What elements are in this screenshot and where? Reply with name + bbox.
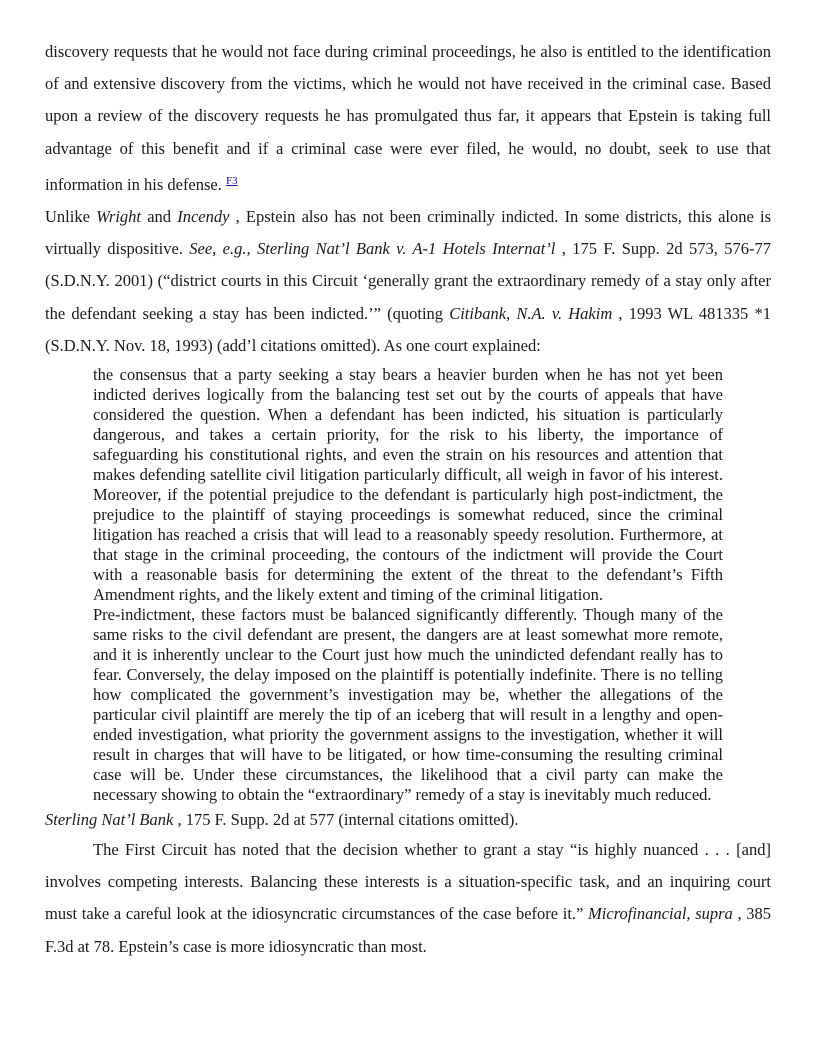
footnote-link-f3[interactable]: F3 <box>226 174 238 187</box>
citation-reference: , 175 F. Supp. 2d at 577 (internal citations omitted). <box>173 810 519 830</box>
text-span: , 1993 WL 481335 *1 (S.D.N.Y. Nov. 18, 1993) (add’l citations omitted). As one court explained: <box>45 303 771 355</box>
text-span: , 385 F.3d at 78. Epstein’s case is more idiosyncratic than most. <box>45 904 771 956</box>
paragraph-first-circuit <box>45 834 771 963</box>
block-quote-paragraph-2: Pre-indictment, these factors must be balanced significantly differently. Though many of the same risks to the civil defendant are present, the dangers are at least somewhat more remote, and it is inherently unclear to the Court just how much the unindicted defendant really has to fear. Conversely, the delay imposed on the plaintiff is potentially indefinite. There is no telling how complicated the government’s investigation may be, whether the allegations of the particular civil plaintiff are merely the tip of an iceberg that will result in a lengthy and open-ended investigation, what priority the government assigns to the investigation, whether it will result in charges that will have to be litigated, or how time-consuming the resulting criminal case will be. Under these circumstances, the likelihood that a civil party can make the necessary showing to obtain the “extraordinary” remedy of a stay is inevitably much reduced. <box>93 605 723 805</box>
paragraph-discovery <box>45 36 771 201</box>
block-quote-paragraph-1: the consensus that a party seeking a stay bears a heavier burden when he has not yet been indicted derives logically from the balancing test set out by the courts of appeals that have considered the question. When a defendant has been indicted, his situation is particularly dangerous, and takes a certain priority, for the risk to his liberty, the importance of safeguarding his constitutional rights, and even the strain on his resources and attention that makes defending satellite civil litigation particularly difficult, all weigh in favor of his interest. Moreover, if the potential prejudice to the defendant is particularly high post-indictment, the prejudice to the plaintiff of staying proceedings is somewhat reduced, since the criminal litigation has reached a crisis that will lead to a reasonably speedy resolution. Furthermore, at that stage in the criminal proceeding, the contours of the indictment will provide the Court with a reasonable basis for determining the extent of the threat to the defendant’s Fifth Amendment rights, and the likely extent and timing of the criminal litigation. <box>93 365 723 605</box>
paragraph-discovery-text: discovery requests that he would not face during criminal proceedings, he also is entitled to the identification of and extensive discovery from the victims, which he would not have received in the criminal case. Based upon a review of the discovery requests he has promulgated thus far, it appears that Epstein is taking full advantage of this benefit and if a criminal case were ever filed, he would, no doubt, seek to use that information in his defense. <box>45 42 771 194</box>
text-span: , 175 F. Supp. 2d 573, 576-77 (S.D.N.Y. 2001) (“district courts in this Circuit ‘generally grant the extraordinary remedy of a stay only after the defendant seeking a stay has been indicted.’” (quoting <box>45 239 771 323</box>
block-quote <box>93 365 723 805</box>
text-span: , Epstein also has not been criminally indicted. In some districts, this alone is virtually dispositive. <box>45 207 771 259</box>
text-span: and <box>141 207 178 227</box>
text-span: The First Circuit has noted that the decision whether to grant a stay “is highly nuanced . . . [and] involves competing interests. Balancing these interests is a situation-specific task, and an inquiring court must take a careful look at the idiosyncratic circumstances of the case before it.” <box>45 840 771 924</box>
document-page <box>45 36 771 963</box>
case-name-incendy: Incendy <box>177 207 230 227</box>
quote-citation <box>45 809 771 831</box>
case-name-microfinancial: Microfinancial, supra <box>588 904 733 924</box>
citation-case-name: Sterling Nat’l Bank <box>45 810 174 830</box>
text-span: Unlike <box>45 207 97 227</box>
case-name-wright: Wright <box>96 207 142 227</box>
case-name-sterling: See, e.g., Sterling Nat’l Bank v. A-1 Hotels Internat’l <box>189 239 556 259</box>
paragraph-indictment <box>45 201 771 362</box>
case-name-citibank: Citibank, N.A. v. Hakim <box>449 303 613 323</box>
